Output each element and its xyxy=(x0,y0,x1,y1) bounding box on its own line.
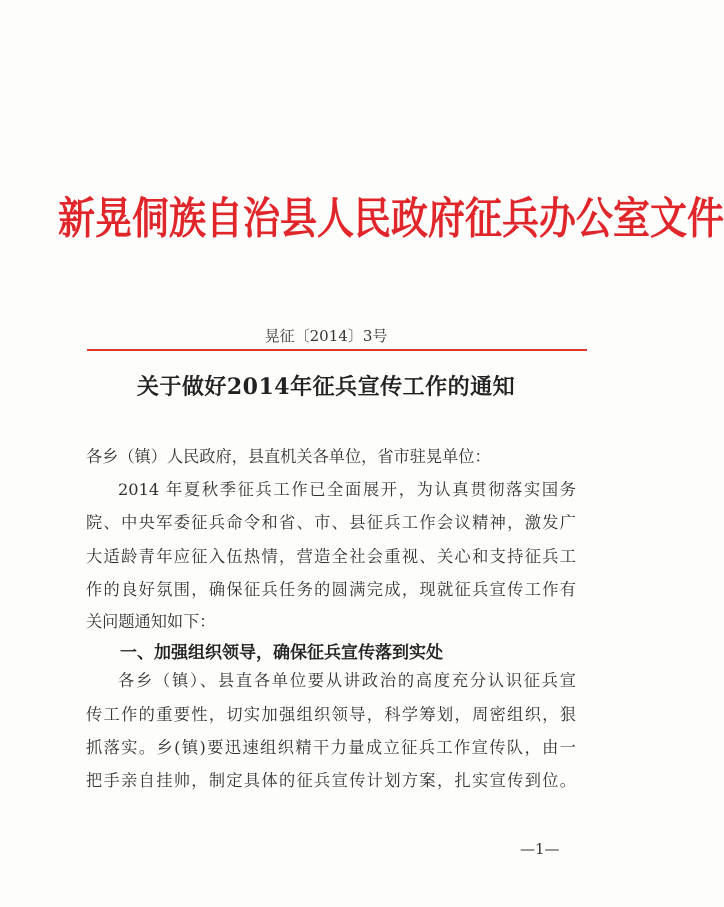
issuing-office-header: 新晃侗族自治县人民政府征兵办公室文件 xyxy=(58,192,724,245)
page-number: —1— xyxy=(520,840,560,858)
document-number: 晃征〔2014〕3号 xyxy=(264,327,388,345)
notice-title: 关于做好2014年征兵宣传工作的通知 xyxy=(136,374,516,400)
paragraph1-line4: 作的良好氛围，确保征兵任务的圆满完成，现就征兵宣传工作有 xyxy=(86,580,576,599)
paragraph2-line4: 把手亲自挂帅，制定具体的征兵宣传计划方案，扎实宣传到位。 xyxy=(86,771,576,790)
paragraph2-line3: 抓落实。乡(镇)要迅速组织精干力量成立征兵工作宣传队，由一 xyxy=(86,738,576,757)
paragraph1-line2: 院、中央军委征兵命令和省、市、县征兵工作会议精神，激发广 xyxy=(86,513,576,532)
paragraph2-line2: 传工作的重要性，切实加强组织领导，科学筹划，周密组织，狠 xyxy=(86,705,576,724)
paragraph2-line1: 各乡（镇）、县直各单位要从讲政治的高度充分认识征兵宣 xyxy=(118,671,576,690)
salutation: 各乡（镇）人民政府，县直机关各单位，省市驻晃单位： xyxy=(86,447,491,466)
paragraph1-line5: 关问题通知如下： xyxy=(86,612,216,631)
paragraph1-line1: 2014 年夏秋季征兵工作已全面展开，为认真贯彻落实国务 xyxy=(118,480,576,499)
red-divider-line xyxy=(87,349,587,351)
section-heading: 一、加强组织领导，确保征兵宣传落到实处 xyxy=(120,643,443,663)
paragraph1-line3: 大适龄青年应征入伍热情，营造全社会重视、关心和支持征兵工 xyxy=(86,547,576,566)
